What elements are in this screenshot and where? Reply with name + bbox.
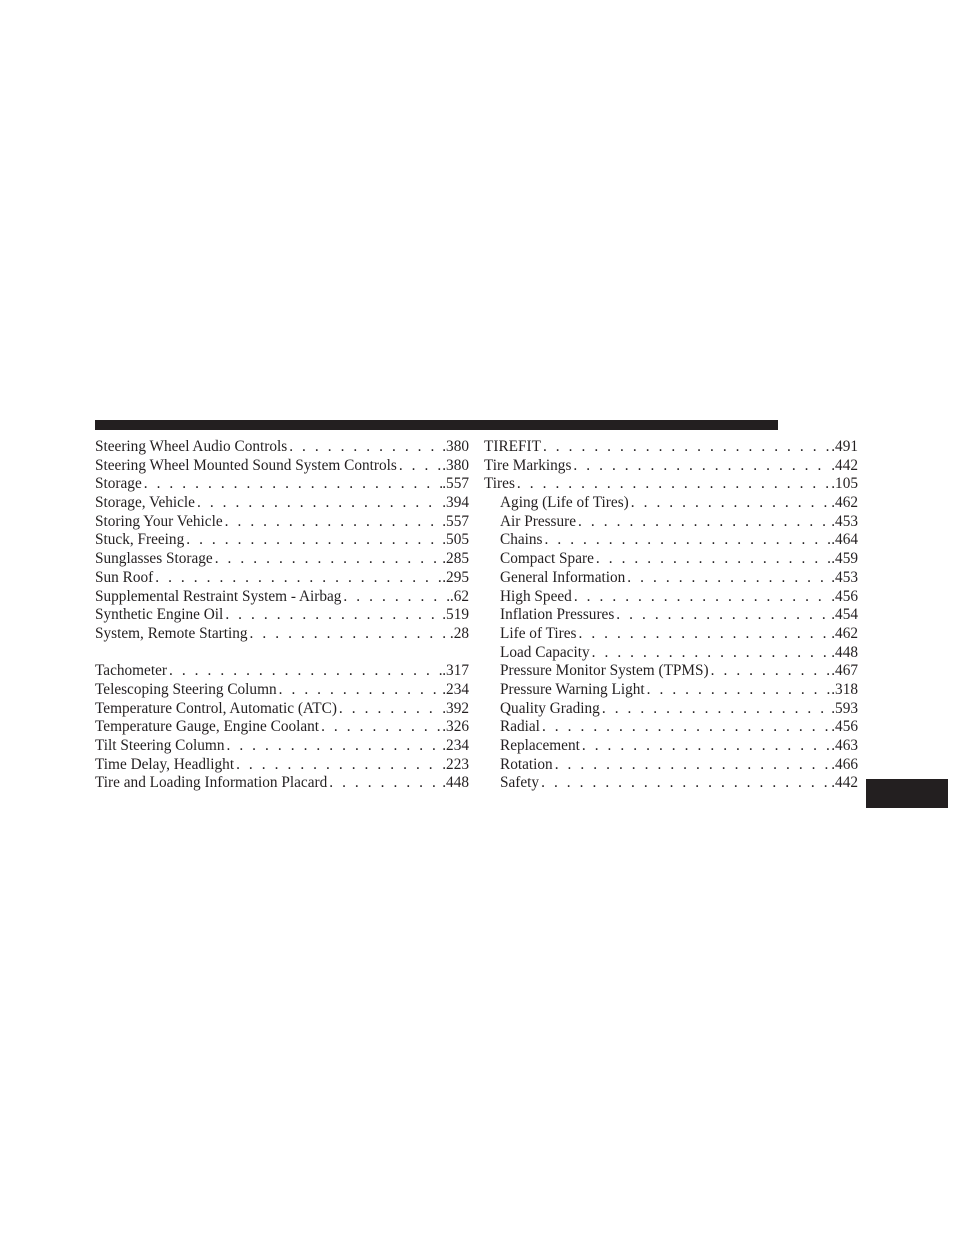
dot-leader <box>625 569 831 588</box>
dot-leader <box>539 774 831 793</box>
entry-label: Stuck, Freeing <box>95 531 185 549</box>
index-subentry <box>484 625 858 644</box>
entry-page: .466 <box>831 755 858 773</box>
dot-leader <box>629 494 831 513</box>
entry-label: Sun Roof <box>95 568 154 586</box>
entry-label: Temperature Control, Automatic (ATC) <box>95 699 337 717</box>
dot-leader <box>327 774 442 793</box>
entry-page: .453 <box>831 512 858 530</box>
entry-page: .380 <box>442 438 469 455</box>
dot-leader <box>234 756 442 775</box>
dot-leader <box>553 756 832 775</box>
dot-leader <box>277 681 443 700</box>
index-subentry <box>484 588 858 607</box>
entry-page: .285 <box>442 550 469 568</box>
entry-page: .491 <box>831 438 858 455</box>
entry-page: .464 <box>831 531 858 549</box>
dot-leader <box>184 531 442 550</box>
entry-page: .456 <box>831 587 858 605</box>
index-entry <box>95 737 469 756</box>
entry-page: .62 <box>449 587 469 605</box>
index-entry <box>95 625 469 644</box>
entry-page: .234 <box>442 737 469 754</box>
index-entry <box>484 438 858 457</box>
entry-label: General Information <box>500 568 626 586</box>
entry-page: .557 <box>442 512 469 530</box>
entry-page: .519 <box>442 606 469 624</box>
dot-leader <box>153 569 442 588</box>
entry-label: High Speed <box>500 587 572 605</box>
section-thumb-tab <box>866 779 948 808</box>
index-subentry <box>484 550 858 569</box>
entry-page: .394 <box>442 494 469 512</box>
dot-leader <box>645 681 832 700</box>
index-subentry <box>484 644 858 663</box>
entry-label: Synthetic Engine Oil <box>95 606 224 624</box>
index-entry <box>95 513 469 532</box>
dot-leader <box>341 588 449 607</box>
entry-label: Rotation <box>500 755 553 773</box>
dot-leader <box>709 662 832 681</box>
dot-leader <box>223 513 443 532</box>
entry-label: Air Pressure <box>500 512 577 530</box>
index-entry <box>95 569 469 588</box>
entry-label: Tire Markings <box>484 456 572 474</box>
dot-leader <box>594 550 831 569</box>
index-subentry <box>484 569 858 588</box>
entry-label: Steering Wheel Mounted Sound System Controls <box>95 456 397 474</box>
index-entry <box>95 606 469 625</box>
dot-leader <box>576 513 831 532</box>
index-entry <box>95 681 469 700</box>
entry-page: .223 <box>442 755 469 773</box>
index-entry <box>95 588 469 607</box>
dot-leader <box>142 475 442 494</box>
entry-label: Tire and Loading Information Placard <box>95 774 328 792</box>
entry-page: .448 <box>831 643 858 661</box>
entry-label: Tilt Steering Column <box>95 737 225 754</box>
index-entry <box>484 457 858 476</box>
entry-label: Steering Wheel Audio Controls <box>95 438 288 455</box>
entry-page: .505 <box>442 531 469 549</box>
entry-page: .462 <box>831 494 858 512</box>
index-subentry <box>484 700 858 719</box>
entry-label: Time Delay, Headlight <box>95 755 235 773</box>
dot-leader <box>167 662 442 681</box>
index-subentry <box>484 774 858 793</box>
entry-label: Quality Grading <box>500 699 600 717</box>
entry-page: .456 <box>831 718 858 736</box>
entry-label: Pressure Monitor System (TPMS) <box>500 662 709 680</box>
index-entry <box>95 457 469 476</box>
entry-label: Storing Your Vehicle <box>95 512 223 530</box>
group-spacer <box>95 644 469 663</box>
index-entry <box>95 718 469 737</box>
entry-label: TIREFIT <box>484 438 541 455</box>
entry-label: Radial <box>500 718 540 736</box>
entry-page: .454 <box>831 606 858 624</box>
entry-page: .593 <box>831 699 858 717</box>
dot-leader <box>571 457 831 476</box>
entry-label: Supplemental Restraint System - Airbag <box>95 587 342 605</box>
header-rule <box>95 420 778 430</box>
index-group-t <box>95 662 469 793</box>
dot-leader <box>337 700 442 719</box>
dot-leader <box>319 718 442 737</box>
dot-leader <box>543 531 832 550</box>
index-column-right <box>484 438 858 793</box>
entry-label: System, Remote Starting <box>95 624 248 642</box>
dot-leader <box>287 438 442 457</box>
entry-label: Temperature Gauge, Engine Coolant <box>95 718 320 736</box>
entry-label: Aging (Life of Tires) <box>500 494 629 512</box>
entry-page: .380 <box>442 456 469 474</box>
entry-label: Pressure Warning Light <box>500 680 645 698</box>
index-subentry <box>484 606 858 625</box>
entry-page: .326 <box>442 718 469 736</box>
dot-leader <box>576 625 831 644</box>
entry-label: Inflation Pressures <box>500 606 615 624</box>
entry-page: .317 <box>442 662 469 680</box>
index-subentry <box>484 737 858 756</box>
dot-leader <box>213 550 443 569</box>
index-column-left <box>95 438 469 793</box>
entry-page: .462 <box>831 624 858 642</box>
index-entry <box>95 494 469 513</box>
dot-leader <box>540 718 831 737</box>
index-entry <box>95 774 469 793</box>
dot-leader <box>195 494 442 513</box>
entry-page: .105 <box>831 475 858 493</box>
index-subentry <box>484 718 858 737</box>
entry-label: Sunglasses Storage <box>95 550 213 568</box>
entry-page: .318 <box>831 680 858 698</box>
entry-label: Safety <box>500 774 540 792</box>
index-group-s <box>95 438 469 644</box>
index-entry <box>95 438 469 457</box>
dot-leader <box>541 438 831 457</box>
dot-leader <box>600 700 831 719</box>
index-entry <box>95 662 469 681</box>
index-subentry <box>484 756 858 775</box>
dot-leader <box>590 644 832 663</box>
index-entry <box>95 756 469 775</box>
entry-page: .28 <box>449 624 469 642</box>
entry-page: .392 <box>442 699 469 717</box>
dot-leader <box>614 606 831 625</box>
entry-label: Chains <box>500 531 543 549</box>
dot-leader <box>397 457 442 476</box>
index-entry <box>95 550 469 569</box>
index-entry <box>95 700 469 719</box>
entry-label: Telescoping Steering Column <box>95 680 277 698</box>
index-subentry <box>484 662 858 681</box>
entry-label: Replacement <box>500 737 580 754</box>
entry-label: Load Capacity <box>500 643 590 661</box>
entry-page: .453 <box>831 568 858 586</box>
index-subentry <box>484 681 858 700</box>
entry-page: .463 <box>831 737 858 754</box>
entry-label: Tachometer <box>95 662 167 680</box>
dot-leader <box>248 625 450 644</box>
entry-label: Life of Tires <box>500 624 577 642</box>
dot-leader <box>580 737 831 756</box>
index-entry <box>484 475 858 494</box>
entry-label: Storage <box>95 475 142 493</box>
entry-page: .557 <box>442 475 469 493</box>
index-subentry <box>484 531 858 550</box>
dot-leader <box>572 588 831 607</box>
dot-leader <box>515 475 831 494</box>
dot-leader <box>223 606 442 625</box>
entry-page: .459 <box>831 550 858 568</box>
index-entry <box>95 475 469 494</box>
index-subentry <box>484 513 858 532</box>
entry-page: .442 <box>831 774 858 792</box>
dot-leader <box>224 737 442 756</box>
entry-label: Tires <box>484 475 515 493</box>
entry-label: Compact Spare <box>500 550 594 568</box>
entry-page: .295 <box>442 568 469 586</box>
entry-page: .234 <box>442 680 469 698</box>
entry-page: .448 <box>442 774 469 792</box>
index-entry <box>95 531 469 550</box>
index-subentry <box>484 494 858 513</box>
entry-page: .442 <box>831 456 858 474</box>
entry-page: .467 <box>831 662 858 680</box>
entry-label: Storage, Vehicle <box>95 494 195 512</box>
